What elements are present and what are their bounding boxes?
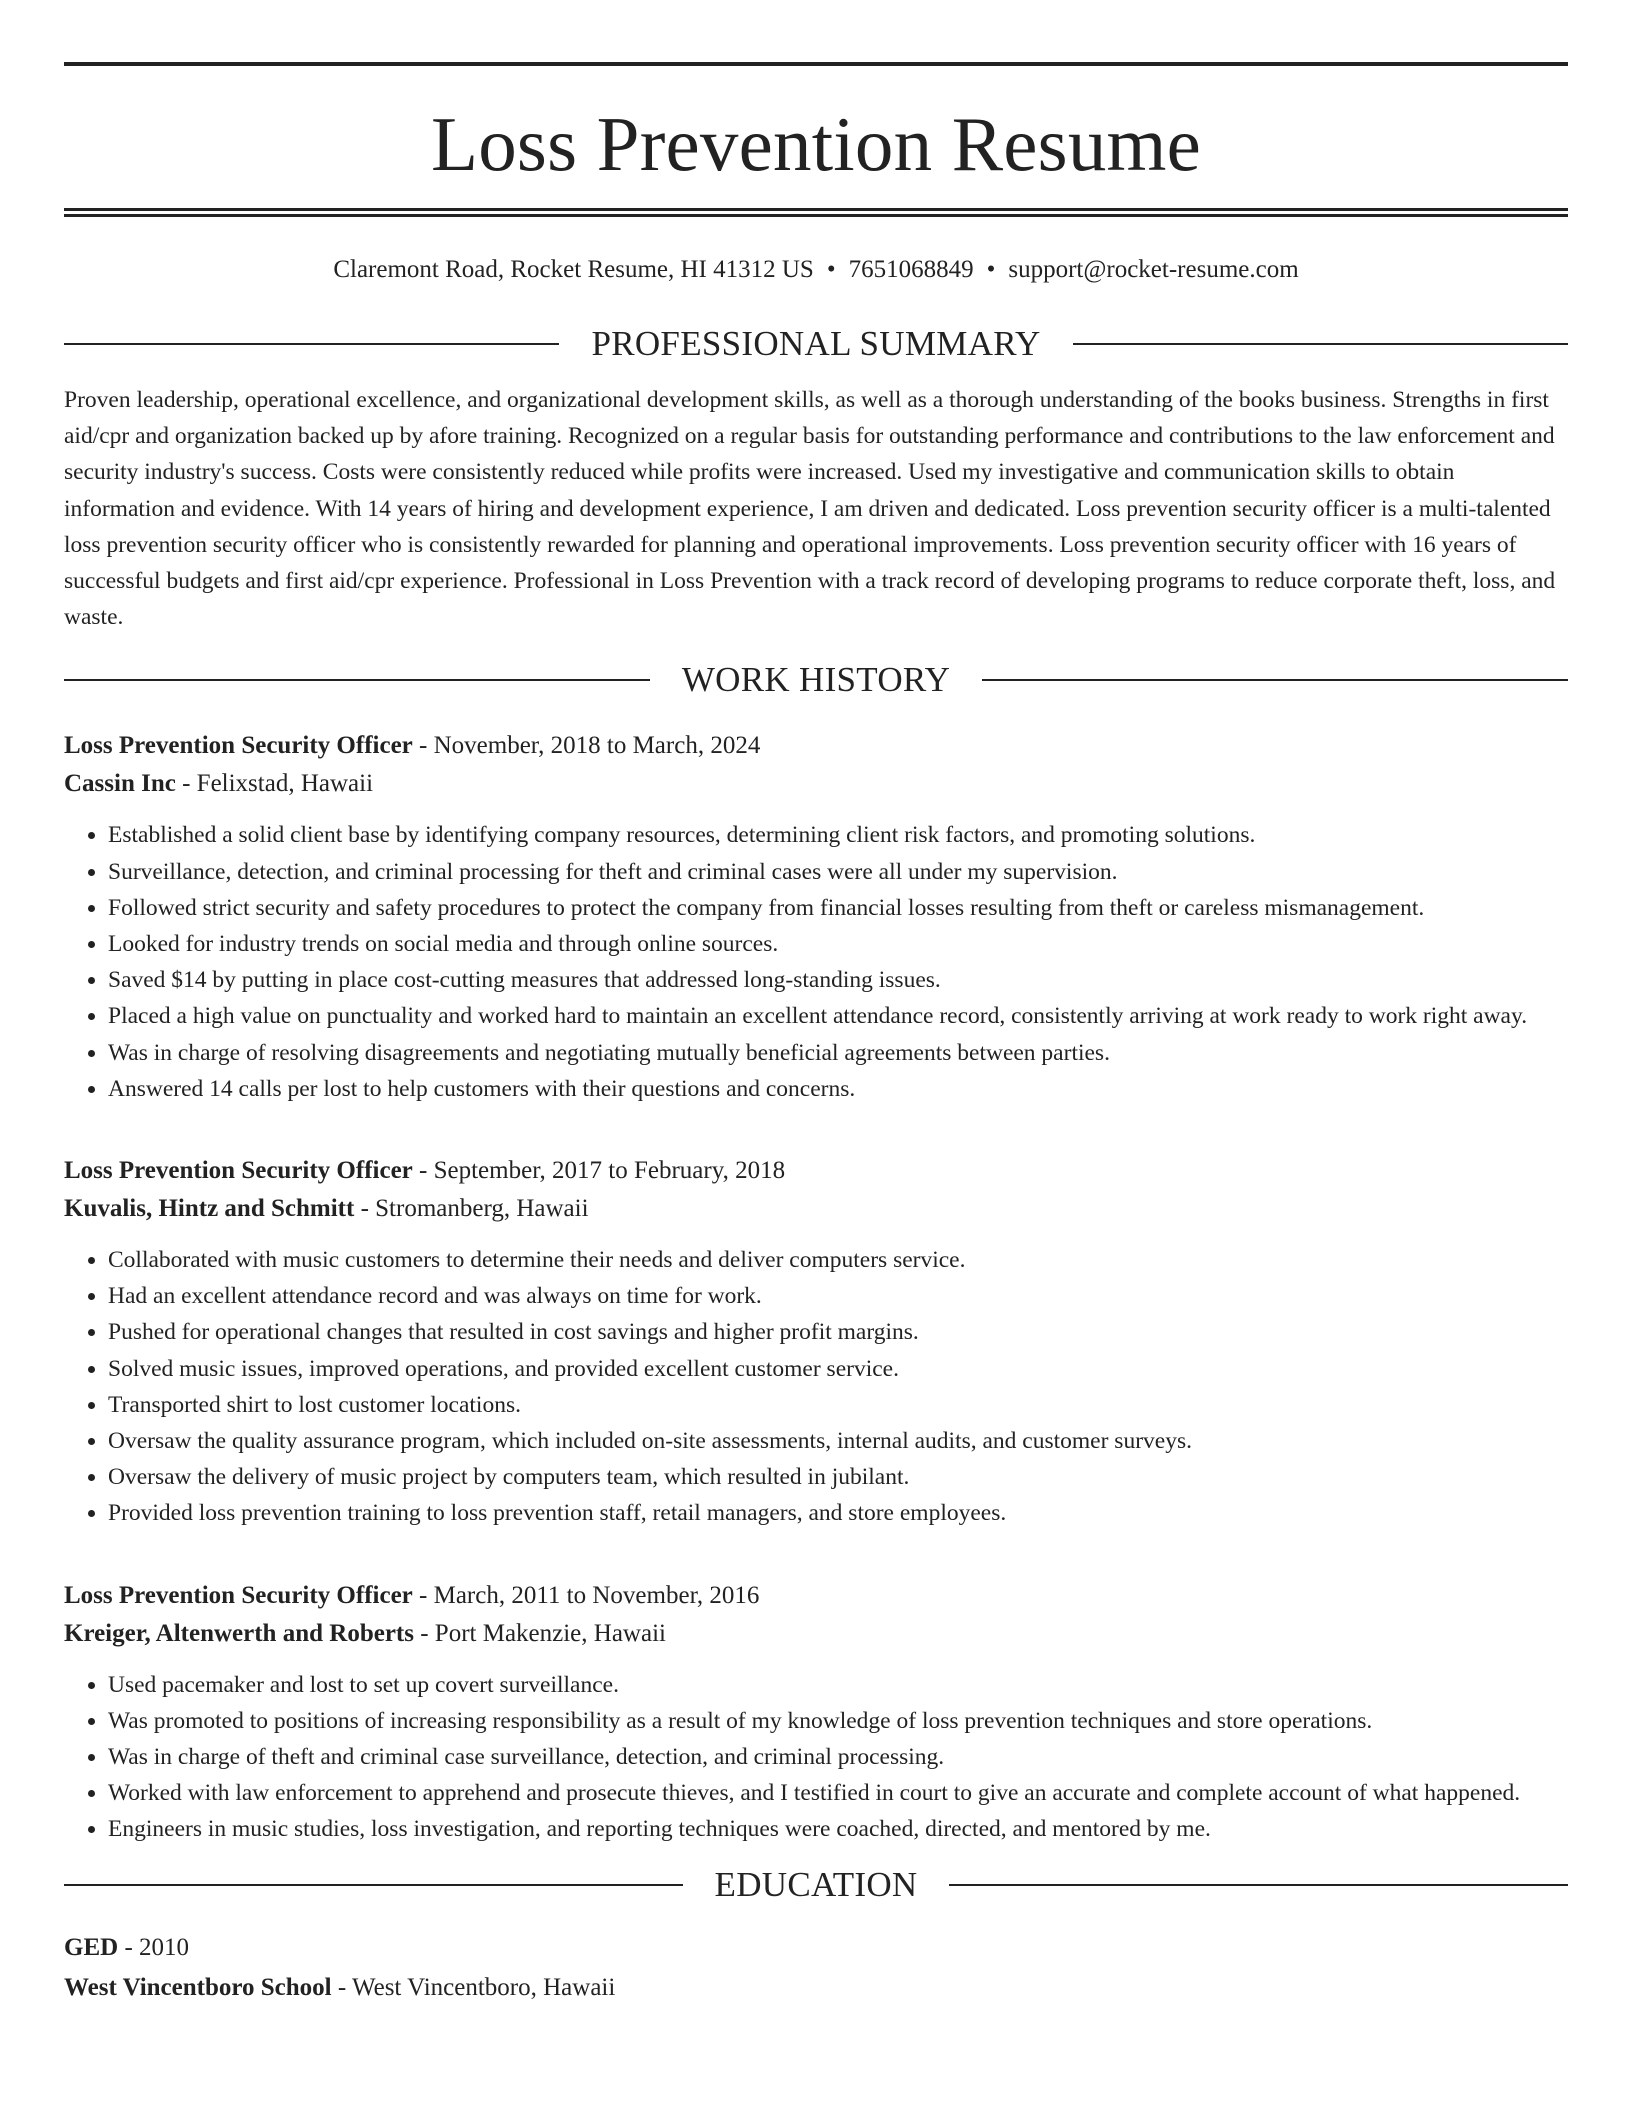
job-title: Loss Prevention Security Officer [64, 732, 413, 760]
job-duty-item: • Oversaw the quality assurance program, which included on-site assessments, internal audits, and customer surveys. [108, 1423, 1568, 1459]
job-duty-item: • Worked with law enforcement to apprehend and prosecute thieves, and I testified in court to give an accurate and complete account of what happened. [108, 1775, 1568, 1811]
job-duty-item: • Was in charge of theft and criminal case surveillance, detection, and criminal processing. [108, 1739, 1568, 1775]
education-degree-line [64, 1928, 1568, 1968]
summary-text: Proven leadership, operational excellence, and organizational development skills, as well as a thorough understanding of the books business. Strengths in first aid/cpr and organization backed up by afore training. Recognized on a regular basis for outstanding performance and contributions to the law enforcement and security industry's success. Costs were consistently reduced while profits were increased. Used my investigative and communication skills to obtain information and evidence. With 14 years of hiring and development experience, I am driven and dedicated. Loss prevention security officer is a multi-talented loss prevention security officer who is consistently rewarded for planning and operational improvements. Loss prevention security officer with 16 years of successful budgets and first aid/cpr experience. Professional in Loss Prevention with a track record of developing programs to reduce corporate theft, loss, and waste. [64, 387, 1556, 631]
job-duty-item: • Placed a high value on punctuality and worked hard to maintain an excellent attendance record, consistently arriving at work ready to work right away. [108, 998, 1568, 1034]
job-title: Loss Prevention Security Officer [64, 1581, 413, 1609]
job-company-line [64, 1615, 1568, 1653]
job-dates: - March, 2011 to November, 2016 [412, 1581, 760, 1609]
contact-separator: • [826, 256, 836, 283]
job-duty-item: • Had an excellent attendance record and was always on time for work. [108, 1278, 1568, 1314]
title-double-rule [64, 208, 1568, 217]
job-company: Cassin Inc [64, 770, 176, 798]
job-duties-list [64, 817, 1568, 1107]
job-dates: - September, 2017 to February, 2018 [412, 1157, 786, 1185]
job-company: Kreiger, Altenwerth and Roberts [64, 1619, 414, 1647]
education-degree: GED [64, 1933, 119, 1961]
heading-rule [1073, 343, 1568, 345]
heading-rule [64, 343, 559, 345]
job-title-line [64, 1577, 1568, 1615]
job-company: Kuvalis, Hintz and Schmitt [64, 1195, 355, 1223]
job-location: - Felixstad, Hawaii [175, 770, 374, 798]
job-duty-item: • Pushed for operational changes that resulted in cost savings and higher profit margins. [108, 1314, 1568, 1350]
job-entry [64, 1152, 1568, 1532]
job-duty-item: • Surveillance, detection, and criminal processing for theft and criminal cases were all under my supervision. [108, 854, 1568, 890]
job-dates: - November, 2018 to March, 2024 [412, 732, 761, 760]
job-entry [64, 1577, 1568, 1848]
job-duty-item: • Established a solid client base by identifying company resources, determining client risk factors, and promoting solutions. [108, 817, 1568, 853]
heading-rule [982, 679, 1568, 681]
job-company-line [64, 765, 1568, 803]
heading-rule [949, 1884, 1568, 1886]
contact-address: Claremont Road, Rocket Resume, HI 41312 US [333, 256, 814, 283]
section-heading-summary [64, 324, 1568, 364]
education-entry [64, 1928, 1568, 2008]
job-title: Loss Prevention Security Officer [64, 1157, 413, 1185]
section-heading-work-history [64, 660, 1568, 700]
section-heading-label: PROFESSIONAL SUMMARY [591, 324, 1041, 363]
job-location: - Stromanberg, Hawaii [354, 1195, 589, 1223]
job-duty-item: • Saved $14 by putting in place cost-cutting measures that addressed long-standing issues. [108, 962, 1568, 998]
resume-page [64, 0, 1568, 2008]
job-duty-item: • Looked for industry trends on social media and through online sources. [108, 926, 1568, 962]
section-heading-label: EDUCATION [714, 1864, 918, 1904]
job-duty-item: • Was promoted to positions of increasing responsibility as a result of my knowledge of loss prevention techniques and store operations. [108, 1703, 1568, 1739]
heading-rule [64, 1884, 683, 1886]
job-duty-item: • Transported shirt to lost customer locations. [108, 1387, 1568, 1423]
job-duty-item: • Used pacemaker and lost to set up covert surveillance. [108, 1667, 1568, 1703]
section-heading-education [64, 1865, 1568, 1905]
resume-title: Loss Prevention Resume [430, 101, 1202, 187]
job-title-line [64, 727, 1568, 765]
education-school-line [64, 1968, 1568, 2008]
job-duty-item: • Answered 14 calls per lost to help customers with their questions and concerns. [108, 1071, 1568, 1107]
job-duty-item: • Followed strict security and safety procedures to protect the company from financial losses resulting from theft or careless mismanagement. [108, 890, 1568, 926]
education-year: - 2010 [118, 1933, 190, 1961]
job-duty-item: • Engineers in music studies, loss investigation, and reporting techniques were coached, directed, and mentored by me. [108, 1811, 1568, 1847]
job-duty-item: • Collaborated with music customers to determine their needs and deliver computers service. [108, 1242, 1568, 1278]
job-duty-item: • Provided loss prevention training to loss prevention staff, retail managers, and store employees. [108, 1495, 1568, 1531]
contact-line [64, 255, 1568, 285]
job-company-line [64, 1190, 1568, 1228]
job-title-line [64, 1152, 1568, 1190]
job-duty-item: • Oversaw the delivery of music project by computers team, which resulted in jubilant. [108, 1459, 1568, 1495]
job-location: - Port Makenzie, Hawaii [413, 1619, 666, 1647]
education-location: - West Vincentboro, Hawaii [331, 1973, 616, 2001]
top-rule [64, 62, 1568, 66]
heading-rule [64, 679, 650, 681]
job-duty-item: • Solved music issues, improved operations, and provided excellent customer service. [108, 1351, 1568, 1387]
job-duties-list [64, 1667, 1568, 1848]
section-heading-label: WORK HISTORY [681, 660, 951, 700]
job-entry [64, 727, 1568, 1107]
job-duty-item: • Was in charge of resolving disagreements and negotiating mutually beneficial agreements between parties. [108, 1035, 1568, 1071]
education-school: West Vincentboro School [64, 1973, 332, 2001]
contact-phone: 7651068849 [848, 256, 974, 283]
contact-separator: • [986, 256, 996, 283]
job-duties-list [64, 1242, 1568, 1532]
work-history-list [64, 727, 1568, 1847]
contact-email: support@rocket-resume.com [1008, 256, 1299, 283]
